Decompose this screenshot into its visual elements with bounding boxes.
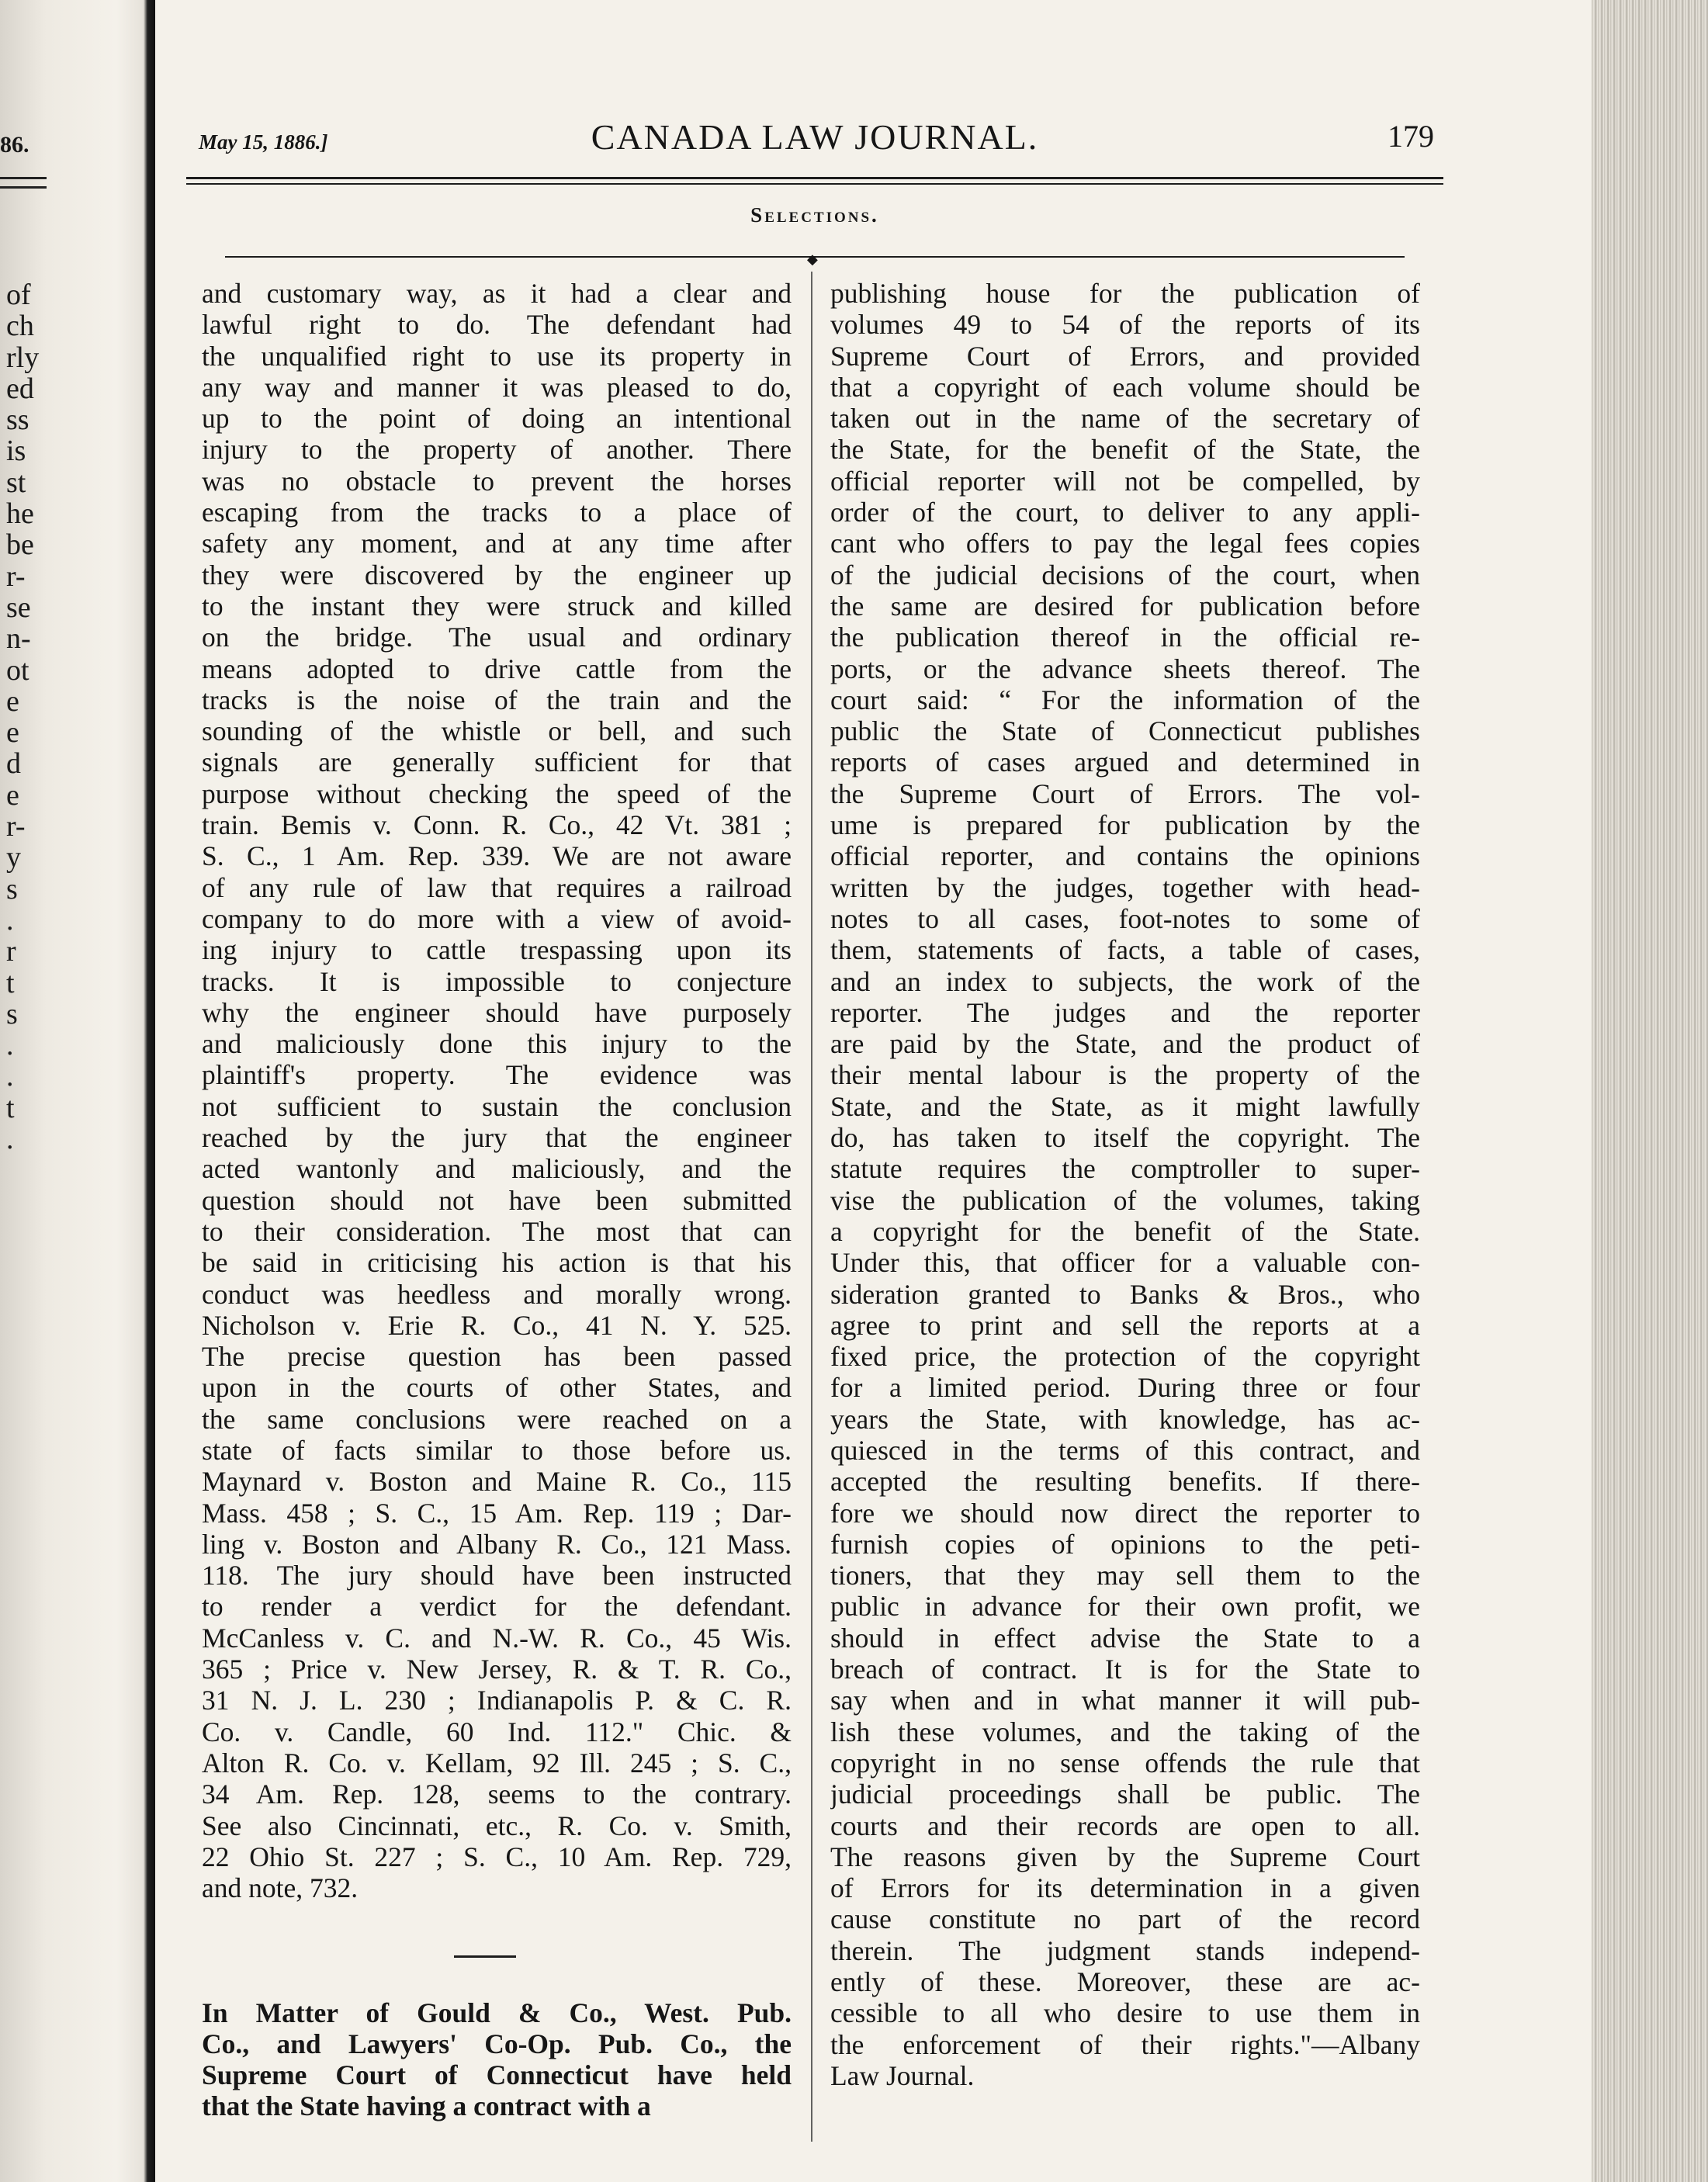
gutter-fragment: ch	[6, 310, 34, 342]
text-line: years the State, with knowledge, has ac-	[830, 1403, 1420, 1435]
journal-page	[186, 116, 1443, 2157]
gutter-fragment: s	[6, 998, 18, 1030]
gutter-fragment: ss	[6, 404, 29, 436]
gutter-fragment: rly	[6, 341, 40, 373]
gutter-fragment: .	[6, 1030, 14, 1062]
text-line: taken out in the name of the secretary of	[830, 403, 1420, 435]
text-line: conduct was heedless and morally wrong.	[202, 1278, 792, 1310]
text-line: of the judicial decisions of the court, when	[830, 559, 1420, 591]
gutter-fragment: e	[6, 717, 19, 749]
text-line: not sufficient to sustain the conclusion	[202, 1090, 792, 1122]
text-line: state of facts similar to those before us.	[202, 1434, 792, 1466]
text-line: reports of cases argued and determined in	[830, 746, 1420, 778]
text-line: 365 ; Price v. New Jersey, R. & T. R. Co.,	[202, 1654, 792, 1685]
gutter-fragment: t	[6, 1092, 15, 1124]
text-line: was no obstacle to prevent the horses	[202, 465, 792, 497]
gutter-fragment: ed	[6, 372, 34, 405]
text-line: State, and the State, as it might lawfully	[830, 1090, 1420, 1122]
text-line: to the instant they were struck and killed	[202, 590, 792, 622]
text-line: injury to the property of another. There	[202, 434, 792, 466]
paragraph-divider	[454, 1955, 516, 1958]
text-line: Supreme Court of Connecticut have held	[202, 2059, 792, 2091]
gutter-rule	[0, 186, 47, 189]
text-line: tracks. It is impossible to conjecture	[202, 965, 792, 997]
text-line: courts and their records are open to all.	[830, 1810, 1420, 1841]
right-column	[830, 278, 1420, 2091]
text-line: a copyright for the benefit of the State.	[830, 1215, 1420, 1247]
column-rule	[811, 272, 812, 2142]
gutter-fragment: .	[6, 904, 14, 937]
text-line: them, statements of facts, a table of cases,	[830, 934, 1420, 966]
gutter-fragment: r	[6, 936, 16, 968]
text-line: train. Bemis v. Conn. R. Co., 42 Vt. 381 ;	[202, 809, 792, 841]
gutter-fragment: y	[6, 842, 21, 874]
text-line: judicial proceedings shall be public. The	[830, 1779, 1420, 1810]
text-line: Under this, that officer for a valuable con-	[830, 1247, 1420, 1279]
text-line: vise the publication of the volumes, taking	[830, 1184, 1420, 1216]
gutter-fragment: st	[6, 466, 26, 499]
gutter-page-fragment: 86.	[0, 132, 29, 158]
text-line: be said in criticising his action is that his	[202, 1247, 792, 1279]
binding-gutter	[0, 0, 155, 2182]
text-line: official reporter, and contains the opinions	[830, 840, 1420, 872]
text-line: volumes 49 to 54 of the reports of its	[830, 309, 1420, 341]
text-line: agree to print and sell the reports at a	[830, 1309, 1420, 1341]
text-line: ing injury to cattle trespassing upon its	[202, 934, 792, 966]
text-line: question should not have been submitted	[202, 1184, 792, 1216]
text-line: In Matter of Gould & Co., West. Pub.	[202, 1997, 792, 2028]
text-line: fixed price, the protection of the copyright	[830, 1341, 1420, 1373]
text-line: 31 N. J. L. 230 ; Indianapolis P. & C. R.	[202, 1685, 792, 1716]
text-line: written by the judges, together with head-	[830, 871, 1420, 903]
text-line: signals are generally sufficient for that	[202, 746, 792, 778]
text-line: acted wantonly and maliciously, and the	[202, 1153, 792, 1185]
text-line: Supreme Court of Errors, and provided	[830, 340, 1420, 372]
text-line: reached by the jury that the engineer	[202, 1122, 792, 1154]
text-line: ling v. Boston and Albany R. Co., 121 Mass.	[202, 1528, 792, 1560]
gutter-fragment: se	[6, 591, 31, 624]
gutter-fragment: r-	[6, 560, 26, 592]
text-line: their mental labour is the property of the	[830, 1059, 1420, 1091]
journal-title: CANADA LAW JOURNAL.	[591, 117, 1039, 157]
text-line: accepted the resulting benefits. If there-	[830, 1466, 1420, 1498]
text-line: notes to all cases, foot-notes to some of	[830, 902, 1420, 934]
header-rule	[186, 183, 1443, 185]
gutter-fragment: he	[6, 498, 34, 530]
text-line: order of the court, to deliver to any appli-	[830, 497, 1420, 528]
header-rule	[186, 177, 1443, 179]
text-line: to their consideration. The most that can	[202, 1215, 792, 1247]
text-line: The reasons given by the Supreme Court	[830, 1841, 1420, 1872]
text-line: and customary way, as it had a clear and	[202, 278, 792, 309]
text-line: Maynard v. Boston and Maine R. Co., 115	[202, 1466, 792, 1498]
text-line: ently of these. Moreover, these are ac-	[830, 1966, 1420, 1998]
gutter-fragment: be	[6, 529, 34, 561]
text-line: means adopted to drive cattle from the	[202, 653, 792, 684]
page-number: 179	[1388, 119, 1434, 154]
gutter-fragment: r-	[6, 811, 26, 843]
text-line: Alton R. Co. v. Kellam, 92 Ill. 245 ; S. C.,	[202, 1747, 792, 1779]
gutter-fragment: n-	[6, 623, 31, 655]
text-line: sideration granted to Banks & Bros., who	[830, 1278, 1420, 1310]
text-line: copyright in no sense offends the rule that	[830, 1747, 1420, 1779]
text-line: to render a verdict for the defendant.	[202, 1591, 792, 1623]
gutter-fragment: e	[6, 779, 19, 812]
text-line: sounding of the whistle or bell, and such	[202, 715, 792, 747]
text-line: ports, or the advance sheets thereof. The	[830, 653, 1420, 684]
gutter-fragment: is	[6, 435, 26, 467]
text-line: escaping from the tracks to a place of	[202, 497, 792, 528]
text-line: the enforcement of their rights."—Albany	[830, 2028, 1420, 2060]
text-line: the publication thereof in the official re-	[830, 622, 1420, 653]
text-line: of Errors for its determination in a given	[830, 1872, 1420, 1904]
text-line: that the State having a contract with a	[202, 2090, 651, 2122]
text-line: any way and manner it was pleased to do,	[202, 371, 792, 403]
gutter-fragment: .	[6, 1124, 14, 1155]
text-line: and an index to subjects, the work of the	[830, 965, 1420, 997]
text-line: McCanless v. C. and N.-W. R. Co., 45 Wis.	[202, 1622, 792, 1654]
text-line: statute requires the comptroller to super-	[830, 1153, 1420, 1185]
text-line: should in effect advise the State to a	[830, 1622, 1420, 1654]
text-line: up to the point of doing an intentional	[202, 403, 792, 435]
gutter-fragment: ot	[6, 654, 29, 686]
text-line: furnish copies of opinions to the peti-	[830, 1528, 1420, 1560]
text-line: Law Journal.	[830, 2059, 975, 2091]
text-line: The precise question has been passed	[202, 1341, 792, 1373]
text-line: they were discovered by the engineer up	[202, 559, 792, 591]
gutter-text-fragments	[6, 279, 53, 1155]
text-line: Mass. 458 ; S. C., 15 Am. Rep. 119 ; Dar-	[202, 1497, 792, 1529]
gutter-fragment: e	[6, 685, 19, 718]
text-line: lish these volumes, and the taking of the	[830, 1716, 1420, 1747]
text-line: ume is prepared for publication by the	[830, 809, 1420, 841]
text-line: court said: “ For the information of the	[830, 684, 1420, 715]
text-line: safety any moment, and at any time after	[202, 528, 792, 559]
text-line: fore we should now direct the reporter to	[830, 1497, 1420, 1529]
text-line: 118. The jury should have been instructed	[202, 1560, 792, 1591]
text-line: therein. The judgment stands independ-	[830, 1934, 1420, 1966]
text-line: on the bridge. The usual and ordinary	[202, 622, 792, 653]
text-line: publishing house for the publication of	[830, 278, 1420, 309]
text-line: say when and in what manner it will pub-	[830, 1685, 1420, 1716]
text-line: are paid by the State, and the product of	[830, 1028, 1420, 1060]
text-line: breach of contract. It is for the State to	[830, 1654, 1420, 1685]
text-line: for a limited period. During three or four	[830, 1372, 1420, 1404]
text-line: reporter. The judges and the reporter	[830, 996, 1420, 1028]
text-line: tracks is the noise of the train and the	[202, 684, 792, 715]
text-line: the Supreme Court of Errors. The vol-	[830, 778, 1420, 809]
text-line: 34 Am. Rep. 128, seems to the contrary.	[202, 1779, 792, 1810]
text-line: tioners, that they may sell them to the	[830, 1560, 1420, 1591]
text-line: Co., and Lawyers' Co-Op. Pub. Co., the	[202, 2028, 792, 2059]
text-line: cause constitute no part of the record	[830, 1903, 1420, 1935]
text-line: the same conclusions were reached on a	[202, 1403, 792, 1435]
text-line: upon in the courts of other States, and	[202, 1372, 792, 1404]
text-line: 22 Ohio St. 227 ; S. C., 10 Am. Rep. 729,	[202, 1841, 792, 1872]
gutter-fragment: s	[6, 873, 18, 905]
text-line: company to do more with a view of avoid-	[202, 902, 792, 934]
text-line: cant who offers to pay the legal fees copies	[830, 528, 1420, 559]
gutter-fragment: t	[6, 967, 15, 999]
text-line: public the State of Connecticut publishes	[830, 715, 1420, 747]
text-line: Nicholson v. Erie R. Co., 41 N. Y. 525.	[202, 1309, 792, 1341]
left-column	[202, 278, 792, 1903]
gutter-rule	[0, 177, 47, 179]
gutter-fragment: of	[6, 279, 31, 311]
text-line: the same are desired for publication before	[830, 590, 1420, 622]
gutter-fragment: d	[6, 748, 21, 780]
text-line: plaintiff's property. The evidence was	[202, 1059, 792, 1091]
text-line: and note, 732.	[202, 1872, 359, 1904]
gutter-fragment: .	[6, 1061, 14, 1093]
text-line: S. C., 1 Am. Rep. 339. We are not aware	[202, 840, 792, 872]
text-line: of any rule of law that requires a railroad	[202, 871, 792, 903]
page-edge-shadow	[1592, 0, 1708, 2182]
text-line: cessible to all who desire to use them in	[830, 1997, 1420, 2029]
text-line: the unqualified right to use its property in	[202, 340, 792, 372]
text-line: See also Cincinnati, etc., R. Co. v. Smith,	[202, 1810, 792, 1841]
text-line: do, has taken to itself the copyright. The	[830, 1122, 1420, 1154]
text-line: official reporter will not be compelled, by	[830, 465, 1420, 497]
running-header	[186, 116, 1443, 163]
rule-ornament: ◆	[807, 251, 818, 267]
section-title: Selections.	[750, 203, 879, 227]
text-line: quiesced in the terms of this contract, and	[830, 1434, 1420, 1466]
text-line: why the engineer should have purposely	[202, 996, 792, 1028]
text-line: that a copyright of each volume should be	[830, 371, 1420, 403]
left-column-second-paragraph	[202, 1997, 792, 2122]
text-line: lawful right to do. The defendant had	[202, 309, 792, 341]
text-line: the State, for the benefit of the State, the	[830, 434, 1420, 466]
text-line: public in advance for their own profit, we	[830, 1591, 1420, 1623]
issue-date: May 15, 1886.]	[199, 130, 328, 154]
text-line: and maliciously done this injury to the	[202, 1028, 792, 1060]
text-line: purpose without checking the speed of the	[202, 778, 792, 809]
text-line: Co. v. Candle, 60 Ind. 112." Chic. &	[202, 1716, 792, 1747]
